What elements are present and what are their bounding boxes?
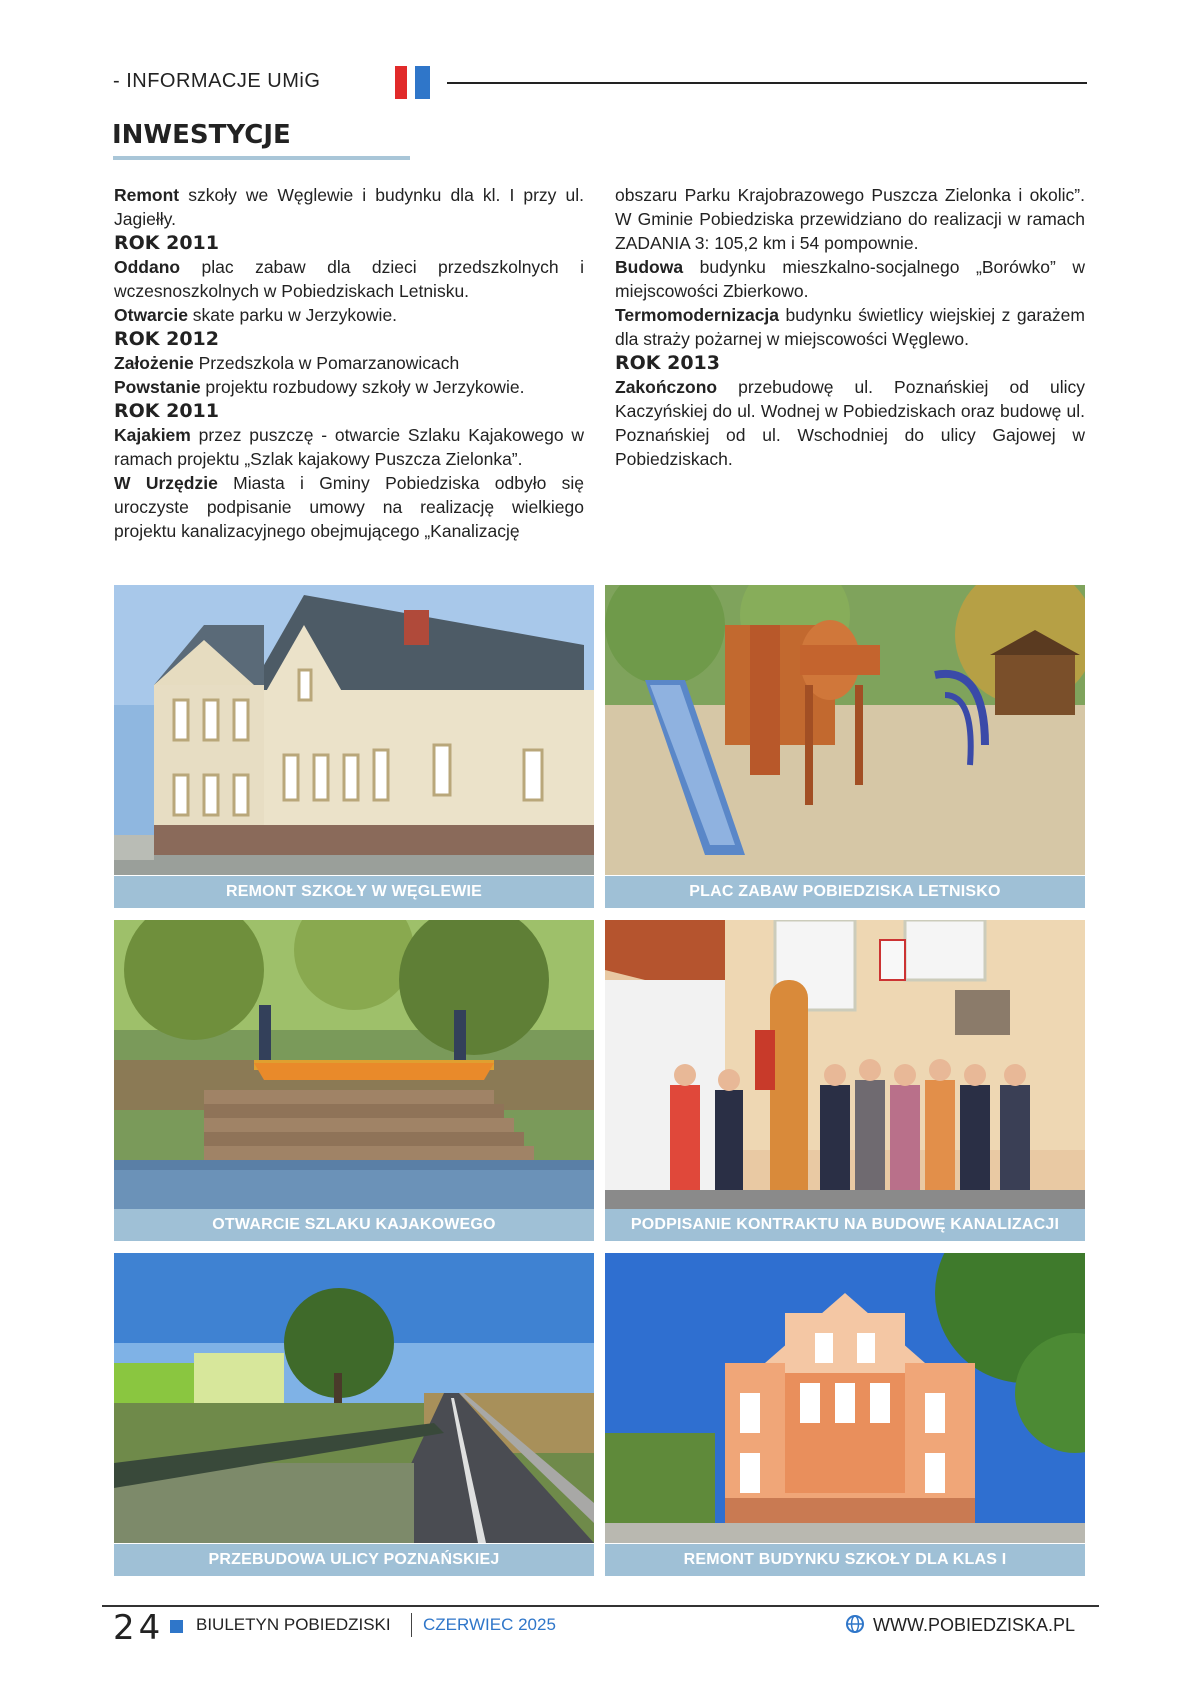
page-title: INWESTYCJE	[112, 120, 291, 150]
flag-red-bar	[395, 66, 407, 99]
paragraph	[114, 351, 584, 375]
paragraph	[114, 183, 584, 231]
paragraph-text: przebudowę ul. Poznańskiej od ulicy Kaczyńskiej do ul. Wodnej w Pobiedziskach oraz budowę ul. Poznańskiej od ul. Wschodniej do ulicy Gajowej w Pobiedziskach.	[615, 377, 1085, 469]
paragraph	[114, 471, 584, 543]
photo-caption: OTWARCIE SZLAKU KAJAKOWEGO	[114, 1209, 594, 1241]
paragraph	[114, 423, 584, 471]
header-rule	[447, 82, 1087, 84]
magazine-name: BIULETYN POBIEDZISKI	[196, 1615, 391, 1634]
paragraph	[615, 303, 1085, 351]
footer-separator	[411, 1613, 412, 1637]
paragraph-text: skate parku w Jerzykowie.	[187, 305, 398, 325]
paragraph	[114, 255, 584, 303]
right-text-column	[615, 183, 1085, 471]
photo-school-grade-one	[605, 1253, 1085, 1543]
bold-lead: Zakończono	[615, 377, 718, 397]
paragraph-text: przez puszczę - otwarcie Szlaku Kajakowego w ramach projektu „Szlak kajakowy Puszcza Zielonka”.	[114, 425, 584, 469]
website-link[interactable]: WWW.POBIEDZISKA.PL	[873, 1615, 1076, 1635]
globe-icon	[845, 1614, 865, 1634]
bold-lead: Kajakiem	[114, 425, 191, 445]
paragraph-text: budynku świetlicy wiejskiej z garażem dla straży pożarnej w miejscowości Węglewo.	[615, 305, 1085, 349]
bold-lead: W Urzędzie	[114, 473, 218, 493]
section-label: - INFORMACJE UMiG	[113, 70, 321, 92]
bold-lead: Budowa	[615, 257, 684, 277]
paragraph-text: plac zabaw dla dzieci przedszkolnych i wczesnoszkolnych w Pobiedziskach Letnisku.	[114, 257, 584, 301]
photo-caption: PRZEBUDOWA ULICY POZNAŃSKIEJ	[114, 1544, 594, 1576]
paragraph	[114, 375, 584, 399]
bold-lead: Powstanie	[114, 377, 201, 397]
paragraph-text: budynku mieszkalno-socjalnego „Borówko” w miejscowości Zbierkowo.	[615, 257, 1085, 301]
flag-blue-bar	[415, 66, 430, 99]
bold-lead: Założenie	[114, 353, 194, 373]
issue-date: CZERWIEC 2025	[423, 1615, 556, 1634]
photo-school-weglewo	[114, 585, 594, 875]
photo-kayak-trail	[114, 920, 594, 1210]
title-underline	[113, 156, 410, 160]
paragraph-text: Miasta i Gminy Pobiedziska odbyło się uroczyste podpisanie umowy na realizację wielkiego projektu kanalizacyjnego obejmującego „Kanalizację	[114, 473, 584, 541]
photo-road	[114, 1253, 594, 1543]
year-heading: ROK 2011	[114, 400, 220, 422]
photo-caption: REMONT BUDYNKU SZKOŁY DLA KLAS I	[605, 1544, 1085, 1576]
paragraph-text: projektu rozbudowy szkoły w Jerzykowie.	[200, 377, 525, 397]
bold-lead: Remont	[114, 185, 180, 205]
paragraph	[615, 255, 1085, 303]
paragraph: obszaru Parku Krajobrazowego Puszcza Zielonka i okolic”. W Gminie Pobiedziska przewidziano do realizacji w ramach ZADANIA 3: 105,2 km i 54 pompownie.	[615, 185, 1085, 253]
bold-lead: Oddano	[114, 257, 181, 277]
year-heading: ROK 2012	[114, 328, 220, 350]
paragraph-text: Przedszkola w Pomarzanowicach	[193, 353, 460, 373]
paragraph	[114, 303, 584, 327]
left-text-column	[114, 183, 584, 543]
photo-contract-signing	[605, 920, 1085, 1210]
paragraph-text: szkoły we Węglewie i budynku dla kl. I przy ul. Jagiełły.	[114, 185, 584, 229]
bold-lead: Termomodernizacja	[615, 305, 780, 325]
year-heading: ROK 2013	[615, 352, 721, 374]
photo-playground	[605, 585, 1085, 875]
paragraph	[615, 375, 1085, 471]
page-number: 24	[113, 1608, 165, 1648]
footer-square-icon	[170, 1620, 183, 1633]
bold-lead: Otwarcie	[114, 305, 188, 325]
year-heading: ROK 2011	[114, 232, 220, 254]
photo-caption: PLAC ZABAW POBIEDZISKA LETNISKO	[605, 876, 1085, 908]
photo-caption: PODPISANIE KONTRAKTU NA BUDOWĘ KANALIZACJI	[605, 1209, 1085, 1241]
photo-caption: REMONT SZKOŁY W WĘGLEWIE	[114, 876, 594, 908]
footer-rule	[102, 1605, 1099, 1607]
